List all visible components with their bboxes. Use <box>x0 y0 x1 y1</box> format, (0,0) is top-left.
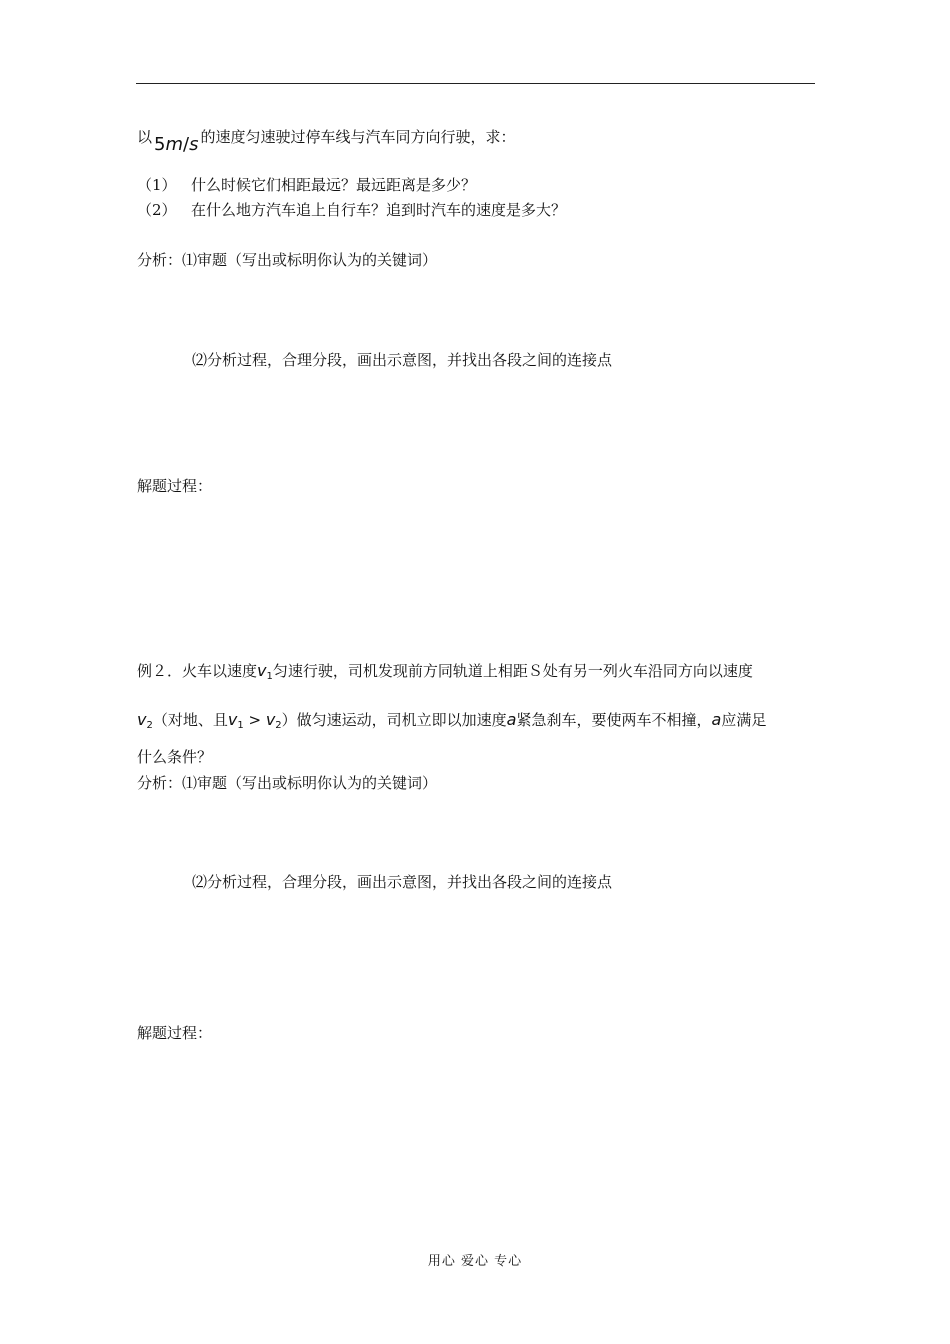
speed-value <box>154 134 198 155</box>
v1-symbol <box>228 710 244 729</box>
acceleration-symbol: a <box>506 710 517 729</box>
v-subscript: 1 <box>237 720 244 731</box>
header-rule <box>136 83 815 84</box>
v-subscript: 2 <box>275 720 282 731</box>
v2-symbol <box>266 710 282 729</box>
question-2-number: （2） <box>137 201 177 219</box>
speed-unit-m: m <box>165 134 184 155</box>
example-2-text-c: （对地、且 <box>152 711 228 729</box>
example-2-text-a: 例２．火车以速度 <box>137 662 258 680</box>
analysis-step-2: ⑵分析过程，合理分段，画出示意图，并找出各段之间的连接点 <box>192 351 613 369</box>
analysis-step-2: ⑵分析过程，合理分段，画出示意图，并找出各段之间的连接点 <box>192 873 613 891</box>
v-letter: v <box>257 661 267 680</box>
speed-unit-s: s <box>189 134 199 155</box>
intro-line <box>137 128 516 155</box>
example-2-line-3: 什么条件？ <box>137 748 213 766</box>
question-2-text: 在什么地方汽车追上自行车？追到时汽车的速度是多大？ <box>191 201 567 219</box>
example-2-text-b: 匀速行驶，司机发现前方同轨道上相距Ｓ处有另一列火车沿同方向以速度 <box>272 662 753 680</box>
v-subscript: 2 <box>146 720 153 731</box>
example-2-text-e: 紧急刹车，要使两车不相撞， <box>516 711 712 729</box>
solution-heading: 解题过程： <box>137 477 213 495</box>
question-1 <box>137 178 476 193</box>
analysis-step-1: 分析：⑴审题（写出或标明你认为的关键词） <box>137 251 438 269</box>
v1-symbol <box>257 661 273 680</box>
page-footer: 用心 爱心 专心 <box>427 1254 523 1269</box>
intro-prefix: 以 <box>137 128 153 146</box>
example-2-line-1 <box>137 663 753 682</box>
v-subscript: 1 <box>266 671 273 682</box>
speed-number: 5 <box>154 134 166 155</box>
example-2-line-2 <box>137 712 766 731</box>
solution-heading: 解题过程： <box>137 1024 213 1042</box>
question-2 <box>137 203 566 218</box>
v2-symbol <box>137 710 153 729</box>
greater-than-sign: > <box>243 711 266 729</box>
example-2-text-d: ）做匀速运动，司机立即以加速度 <box>281 711 507 729</box>
intro-suffix: 的速度匀速驶过停车线与汽车同方向行驶，求： <box>200 128 516 146</box>
analysis-step-1: 分析：⑴审题（写出或标明你认为的关键词） <box>137 774 438 792</box>
v-letter: v <box>265 710 276 729</box>
question-1-text: 什么时候它们相距最远？最远距离是多少？ <box>191 176 477 194</box>
v-letter: v <box>137 710 147 729</box>
example-2-text-f: 应满足 <box>721 711 767 729</box>
question-1-number: （1） <box>137 176 177 194</box>
acceleration-symbol: a <box>711 710 722 729</box>
speed-slash: / <box>183 134 190 155</box>
v-letter: v <box>227 710 238 729</box>
